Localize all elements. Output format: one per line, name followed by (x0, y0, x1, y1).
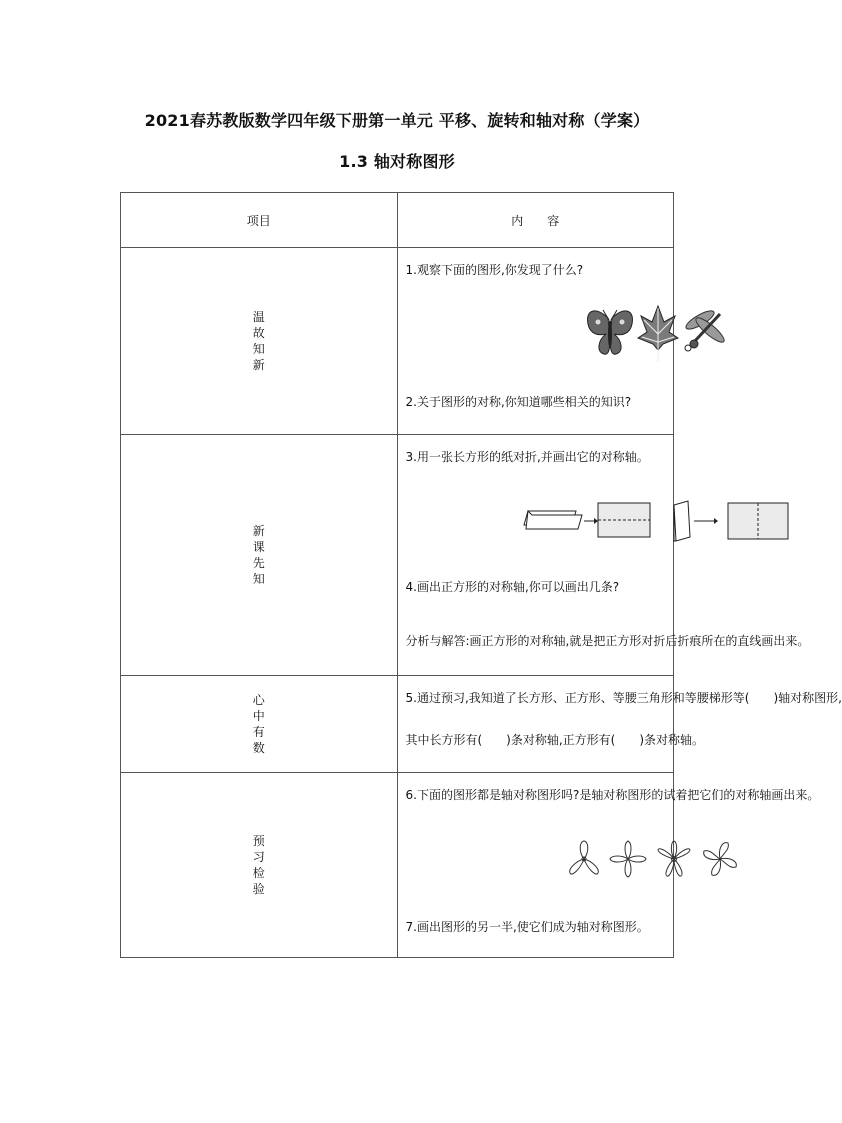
section-content-check (397, 773, 820, 958)
section-row-summary (121, 676, 674, 773)
section-label-review: 温故知新 (121, 248, 398, 435)
section-content-summary (397, 676, 842, 773)
folded-paper-horizontal (524, 511, 598, 529)
dragonfly-icon (683, 308, 726, 351)
section-label-check: 预习检验 (121, 773, 398, 958)
section-row-preview (121, 435, 674, 676)
pinwheel-flower (703, 843, 736, 876)
section-label-summary: 心中有数 (121, 676, 398, 773)
question-4: 4.画出正方形的对称轴,你可以画出几条? (405, 580, 620, 594)
analysis-answer: 分析与解答:画正方形的对称轴,就是把正方形对折后折痕所在的直线画出来。 (405, 634, 810, 648)
figure-group-folding (522, 501, 792, 547)
question-6: 6.下面的图形都是轴对称图形吗?是轴对称图形的试着把它们的对称轴画出来。 (405, 788, 820, 802)
question-5-continued: 其中长方形有( )条对称轴,正方形有( )条对称轴。 (405, 733, 705, 747)
table-header-row (121, 193, 674, 248)
header-item: 项目 (121, 193, 398, 248)
four-petal-flower (610, 841, 646, 877)
butterfly-icon (587, 310, 632, 354)
rectangle-vertical-axis (728, 503, 788, 539)
question-2: 2.关于图形的对称,你知道哪些相关的知识? (405, 395, 632, 409)
document-title: 2021春苏教版数学四年级下册第一单元 平移、旋转和轴对称（学案） (144, 111, 650, 130)
figure-group-flowers (564, 839, 744, 881)
rectangle-horizontal-axis (598, 503, 650, 537)
section-subtitle: 1.3 轴对称图形 (339, 152, 455, 171)
question-3: 3.用一张长方形的纸对折,并画出它的对称轴。 (405, 450, 649, 464)
section-content-review (397, 248, 674, 435)
five-petal-flower (657, 841, 689, 876)
folded-paper-vertical (674, 501, 718, 541)
figure-group-review (584, 304, 734, 362)
section-row-check (121, 773, 674, 958)
worksheet-table (120, 192, 842, 958)
question-5: 5.通过预习,我知道了长方形、正方形、等腰三角形和等腰梯形等( )轴对称图形, (405, 691, 842, 705)
leaf-icon (638, 306, 678, 362)
question-7: 7.画出图形的另一半,使它们成为轴对称图形。 (405, 920, 649, 934)
header-content: 内 容 (397, 193, 674, 248)
section-label-preview: 新课先知 (121, 435, 398, 676)
section-row-review (121, 248, 674, 435)
section-content-preview (397, 435, 810, 676)
question-1: 1.观察下面的图形,你发现了什么? (405, 263, 584, 277)
three-petal-flower (569, 841, 598, 874)
